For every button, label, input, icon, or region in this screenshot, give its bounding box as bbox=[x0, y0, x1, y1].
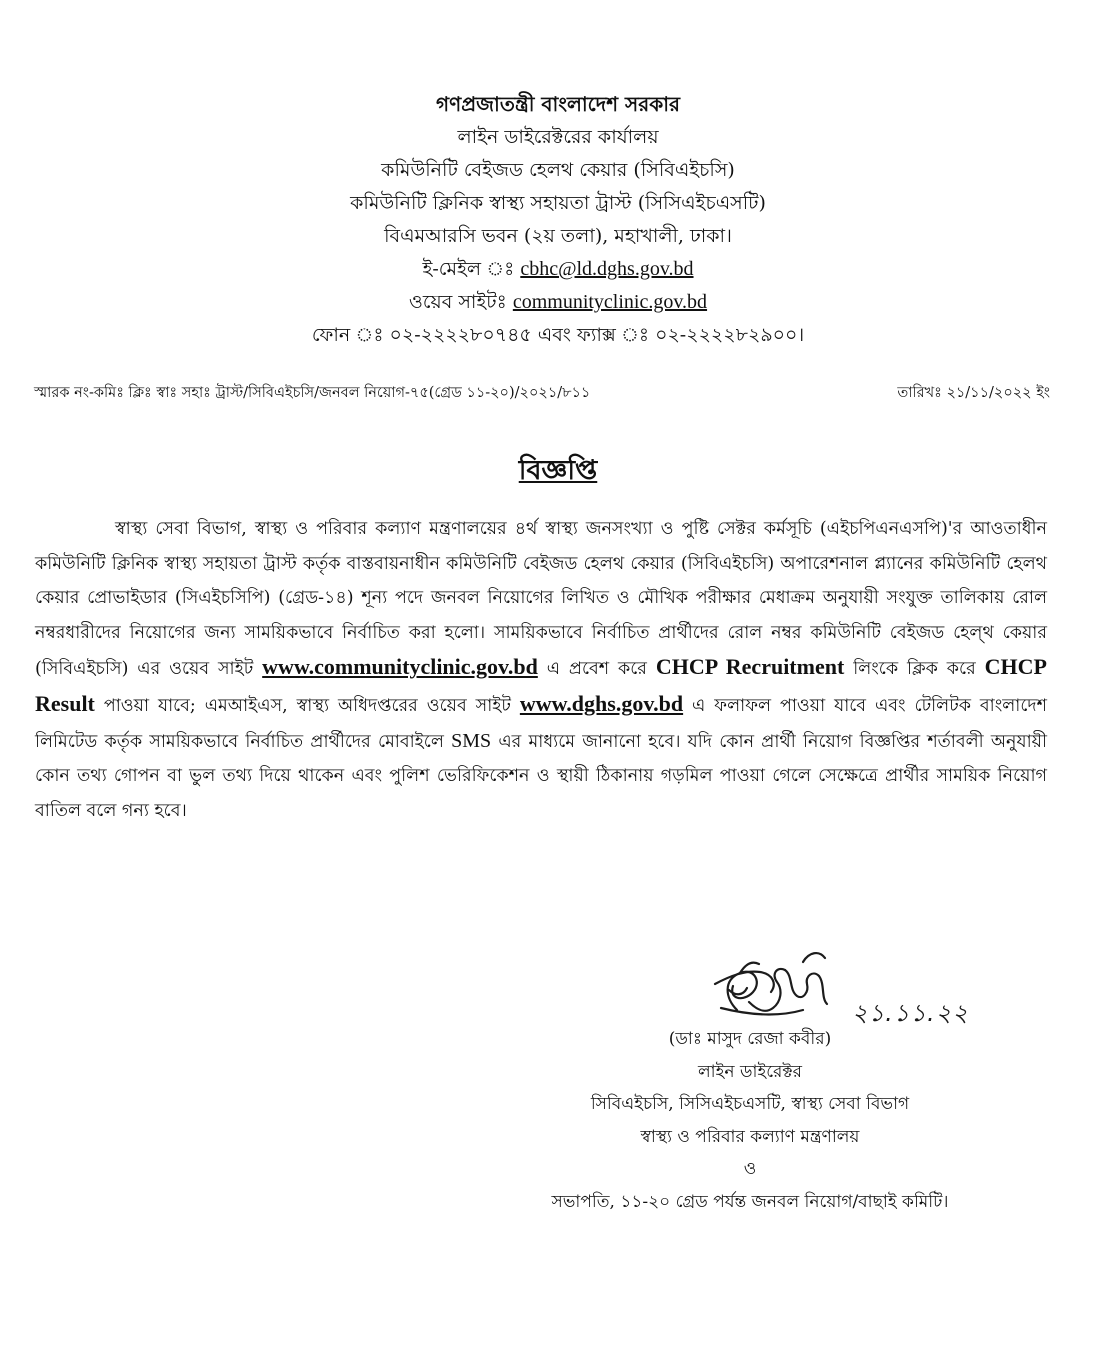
letterhead bbox=[0, 88, 1116, 352]
body-part-4: পাওয়া যাবে; এমআইএস, স্বাস্থ্য অধিদপ্তরের ওয়েব সাইট bbox=[103, 695, 511, 716]
memo-date: তারিখঃ ২১/১১/২০২২ ইং bbox=[897, 385, 1050, 401]
signatory-designation: লাইন ডাইরেক্টর bbox=[697, 1061, 803, 1082]
phone-fax-line: ফোন ঃ ০২-২২২২৮০৭৪৫ এবং ফ্যাক্স ঃ ০২-২২২২৮২৯০০। bbox=[311, 324, 805, 346]
signatory-chairman: সভাপতি, ১১-২০ গ্রেড পর্যন্ত জনবল নিয়োগ/বাছাই কমিটি। bbox=[551, 1191, 949, 1212]
body-part-5: এ ফলাফল পাওয়া যাবে এবং টেলিটক বাংলাদেশ লিমিটেড কর্তৃক সাময়িকভাবে নির্বাচিত প্রার্থীদের মোবাইলে bbox=[35, 695, 1047, 752]
body-part-6: এর মাধ্যমে জানানো হবে। যদি কোন প্রার্থী নিয়োগ বিজ্ঞপ্তির শর্তাবলী অনুযায়ী কোন তথ্য গোপন বা ভুল তথ্য দিয়ে থাকেন এবং পুলিশ ভেরিফিকেশন ও স্থায়ী ঠিকানায় গড়মিল পাওয়া গেলে সেক্ষেত্রে প্রার্থীর সাময়িক নিয়োগ বাতিল বলে গন্য হবে। bbox=[35, 731, 1047, 821]
office-name: লাইন ডাইরেক্টরের কার্যালয় bbox=[457, 126, 659, 148]
notice-title-text: বিজ্ঞপ্তি bbox=[518, 455, 598, 486]
signatory-name: (ডাঃ মাসুদ রেজা কবীর) bbox=[668, 1029, 832, 1049]
email-link[interactable]: cbhc@ld.dghs.gov.bd bbox=[520, 258, 694, 280]
dghs-link[interactable]: www.dghs.gov.bd bbox=[519, 690, 684, 716]
government-name: গণপ্রজাতন্ত্রী বাংলাদেশ সরকার bbox=[436, 92, 680, 116]
office-address: বিএমআরসি ভবন (২য় তলা), মহাখালী, ঢাকা। bbox=[384, 225, 732, 247]
notice-title bbox=[0, 450, 1116, 495]
program-name: কমিউনিটি বেইজড হেলথ কেয়ার (সিবিএইচসি) bbox=[381, 159, 735, 181]
signatory-departments: সিবিএইচসি, সিসিএইচএসটি, স্বাস্থ্য সেবা বিভাগ bbox=[590, 1094, 910, 1114]
signatory-ministry: স্বাস্থ্য ও পরিবার কল্যাণ মন্ত্রণালয় bbox=[640, 1126, 860, 1147]
notice-body bbox=[35, 512, 1047, 828]
community-clinic-link[interactable]: www.communityclinic.gov.bd bbox=[262, 654, 538, 680]
email-label: ই-মেইল ঃ bbox=[422, 258, 515, 280]
chcp-result-text: CHCP Result bbox=[35, 654, 1047, 716]
chcp-recruitment-text: CHCP Recruitment bbox=[655, 654, 845, 680]
body-part-1: স্বাস্থ্য সেবা বিভাগ, স্বাস্থ্য ও পরিবার কল্যাণ মন্ত্রণালয়ের ৪র্থ স্বাস্থ্য জনসংখ্যা ও পুষ্টি সেক্টর কর্মসূচি (এইচপিএনএসপি)'র আওতাধীন কমিউনিটি ক্লিনিক স্বাস্থ্য সহায়তা ট্রাস্ট কর্তৃক বাস্তবায়নাধীন কমিউনিটি বেইজড হেলথ কেয়ার (সিবিএইচসি) অপারেশনাল প্ল্যানের কমিউনিটি হেলথ কেয়ার প্রোভাইডার (সিএইচসিপি) (গ্রেড-১৪) শূন্য পদে জনবল নিয়োগের লিখিত ও মৌখিক পরীক্ষার মেধাক্রম অনুযায়ী সংযুক্ত তালিকায় রোল নম্বরধারীদের নিয়োগের জন্য সাময়িকভাবে নির্বাচিত করা হলো। সাময়িকভাবে নির্বাচিত প্রার্থীদের রোল নম্বর কমিউনিটি বেইজড হেল্থ কেয়ার (সিবিএইচসি) এর ওয়েব সাইট bbox=[35, 519, 1047, 680]
trust-name: কমিউনিটি ক্লিনিক স্বাস্থ্য সহায়তা ট্রাস্ট (সিসিএইচএসটি) bbox=[350, 192, 766, 214]
website-link[interactable]: communityclinic.gov.bd bbox=[512, 291, 708, 313]
email-line bbox=[0, 253, 1116, 286]
body-part-3: লিংকে ক্লিক করে bbox=[853, 659, 976, 680]
sms-text: SMS bbox=[451, 729, 492, 752]
memo-number: স্মারক নং-কমিঃ ক্লিঃ স্বাঃ সহাঃ ট্রাস্ট/সিবিএইচসি/জনবল নিয়োগ-৭৫(গ্রেড ১১-২০)/২০২১/৮১১ bbox=[34, 385, 591, 401]
signatory-and: ও bbox=[743, 1159, 757, 1179]
website-line bbox=[0, 286, 1116, 319]
signatory-block bbox=[480, 1023, 1020, 1218]
website-label: ওয়েব সাইটঃ bbox=[408, 291, 507, 313]
signature-date: ২১.১১.২২ bbox=[852, 999, 969, 1027]
body-part-2: এ প্রবেশ করে bbox=[546, 659, 647, 680]
